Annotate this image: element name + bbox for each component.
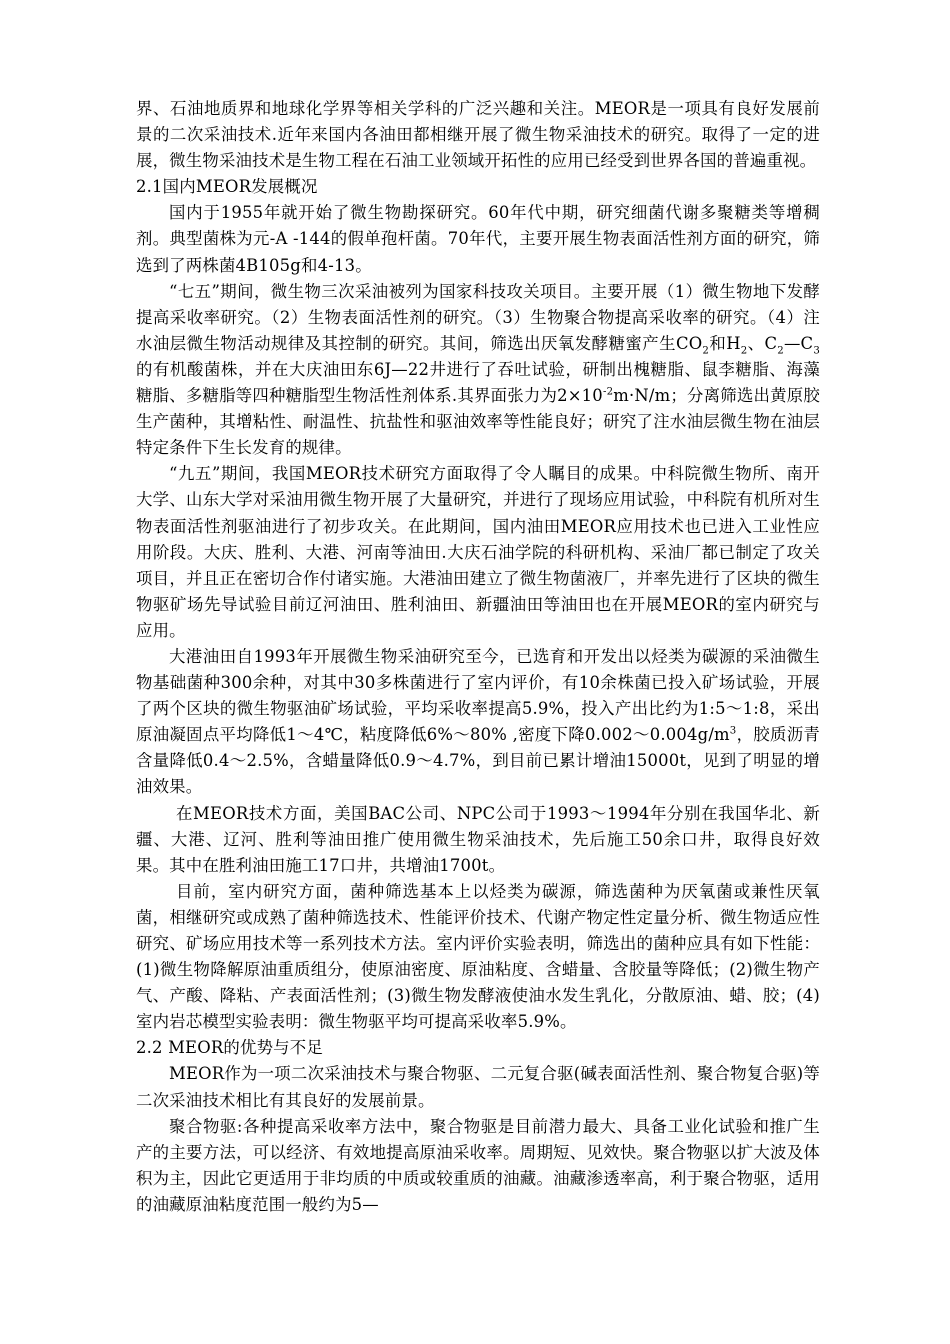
text-run: “七五”期间，微生物三次采油被列为国家科技攻关项目。主要开展（1）微生物地下发酵提高采收率研究。（2）生物表面活性剂的研究。（3）生物聚合物提高采收率的研究。（4）注水油层微生物活动规律及其控制的研究。其间，筛选出厌氧发酵糖蜜产生CO [136, 281, 820, 353]
paragraph-continuation: 界、石油地质界和地球化学界等相关学科的广泛兴趣和关注。MEOR是一项具有良好发展前景的二次采油技术.近年来国内各油田都相继开展了微生物采油技术的研究。取得了一定的进展，微生物采油技术是生物工程在石油工业领域开拓性的应用已经受到世界各国的普遍重视。 [136, 99, 820, 171]
text-run: 、C [747, 333, 778, 353]
text-run: ，胶质沥青含量降低0.4～2.5%，含蜡量降低0.9～4.7%，到目前已累计增油15000t，见到了明显的增油效果。 [136, 725, 821, 797]
text-run: 大港油田自1993年开展微生物采油研究至今，已选育和开发出以烃类为碳源的采油微生物基础菌种300余种，对其中30多株菌进行了室内评价，有10余株菌已投入矿场试验，开展了两个区块的微生物驱油矿场试验，平均采收率提高5.9%，投入产出比约为1:5～1:8，采出原油凝固点平均降低1～4℃，粘度降低6%～80% ,密度下降0.002～0.004g/m [136, 646, 820, 745]
text-run: 的有机酸菌株，并在大庆油田东6J—22井进行了吞吐试验，研制出槐糖脂、鼠李糖脂、海藻糖脂、多糖脂等四种糖脂型生物活性剂体系.其界面张力为2×10 [136, 359, 820, 406]
paragraph-polymer-flooding: 聚合物驱:各种提高采收率方法中，聚合物驱是目前潜力最大、具备工业化试验和推广生产的主要方法，可以经济、有效地提高原油采收率。周期短、见效快。聚合物驱以扩大波及体积为主，因此它更适用于非均质的中质或较重质的油藏。油藏渗透率高，利于聚合物驱，适用的油藏原油粘度范围一般约为5— [136, 1116, 820, 1214]
paragraph-ninth-five-year: “九五”期间，我国MEOR技术研究方面取得了令人瞩目的成果。中科院微生物所、南开大学、山东大学对采油用微生物开展了大量研究，并进行了现场应用试验，中科院有机所对生物表面活性剂驱油进行了初步攻关。在此期间，国内油田MEOR应用技术也已进入工业性应用阶段。大庆、胜利、大港、河南等油田.大庆石油学院的科研机构、采油厂都已制定了攻关项目，并且正在密切合作付诸实施。大港油田建立了微生物菌液厂，并率先进行了区块的微生物驱矿场先导试验目前辽河油田、胜利油田、新疆油田等油田也在开展MEOR的室内研究与应用。 [136, 464, 820, 640]
sup-script: -2 [602, 386, 614, 398]
sub-script: 2 [702, 345, 710, 357]
sub-script: 3 [813, 345, 820, 357]
section-heading-2-2: 2.2 MEOR的优势与不足 [136, 1038, 323, 1058]
paragraph-bac-npc: 在MEOR技术方面，美国BAC公司、NPC公司于1993～1994年分别在我国华北、新疆、大港、辽河、胜利等油田推广使用微生物采油技术，先后施工50余口井，取得良好效果。其中在胜利油田施工17口井，共增油1700t。 [136, 803, 820, 875]
text-run: 和H [709, 333, 741, 353]
paragraph-dagang [136, 644, 820, 801]
document-page [136, 96, 820, 1218]
text-run: m·N/m；分离筛选出黄原胶生产菌种，其增粘性、耐温性、抗盐性和驱油效率等性能良好；研究了注水油层微生物在油层特定条件下生长发育的规律。 [136, 386, 820, 458]
sub-script: 2 [740, 345, 748, 357]
sup-script: 3 [729, 725, 737, 737]
text-run: —C [783, 333, 814, 353]
paragraph-lab-research: 目前，室内研究方面，菌种筛选基本上以烃类为碳源，筛选菌种为厌氧菌或兼性厌氧菌，相继研究或成熟了菌种筛选技术、性能评价技术、代谢产物定性定量分析、微生物适应性研究、矿场应用技术等一系列技术方法。室内评价实验表明，筛选出的菌种应具有如下性能：(1)微生物降解原油重质组分，使原油密度、原油粘度、含蜡量、含胶量等降低；(2)微生物产气、产酸、降粘、产表面活性剂；(3)微生物发酵液使油水发生乳化，分散原油、蜡、胶；(4)室内岩芯模型实验表明：微生物驱平均可提高采收率5.9%。 [136, 881, 820, 1032]
paragraph-meor-prospect: MEOR作为一项二次采油技术与聚合物驱、二元复合驱(碱表面活性剂、聚合物复合驱)等二次采油技术相比有其良好的发展前景。 [136, 1064, 820, 1110]
paragraph-seventh-five-year [136, 279, 820, 462]
sub-script: 2 [777, 345, 784, 357]
section-heading-2-1: 2.1国内MEOR发展概况 [136, 177, 318, 197]
paragraph-history: 国内于1955年就开始了微生物勘探研究。60年代中期，研究细菌代谢多聚糖类等增稠剂。典型菌株为元-A -144的假单孢杆菌。70年代，主要开展生物表面活性剂方面的研究，筛选到了两株菌4B105g和4-13。 [136, 203, 820, 275]
